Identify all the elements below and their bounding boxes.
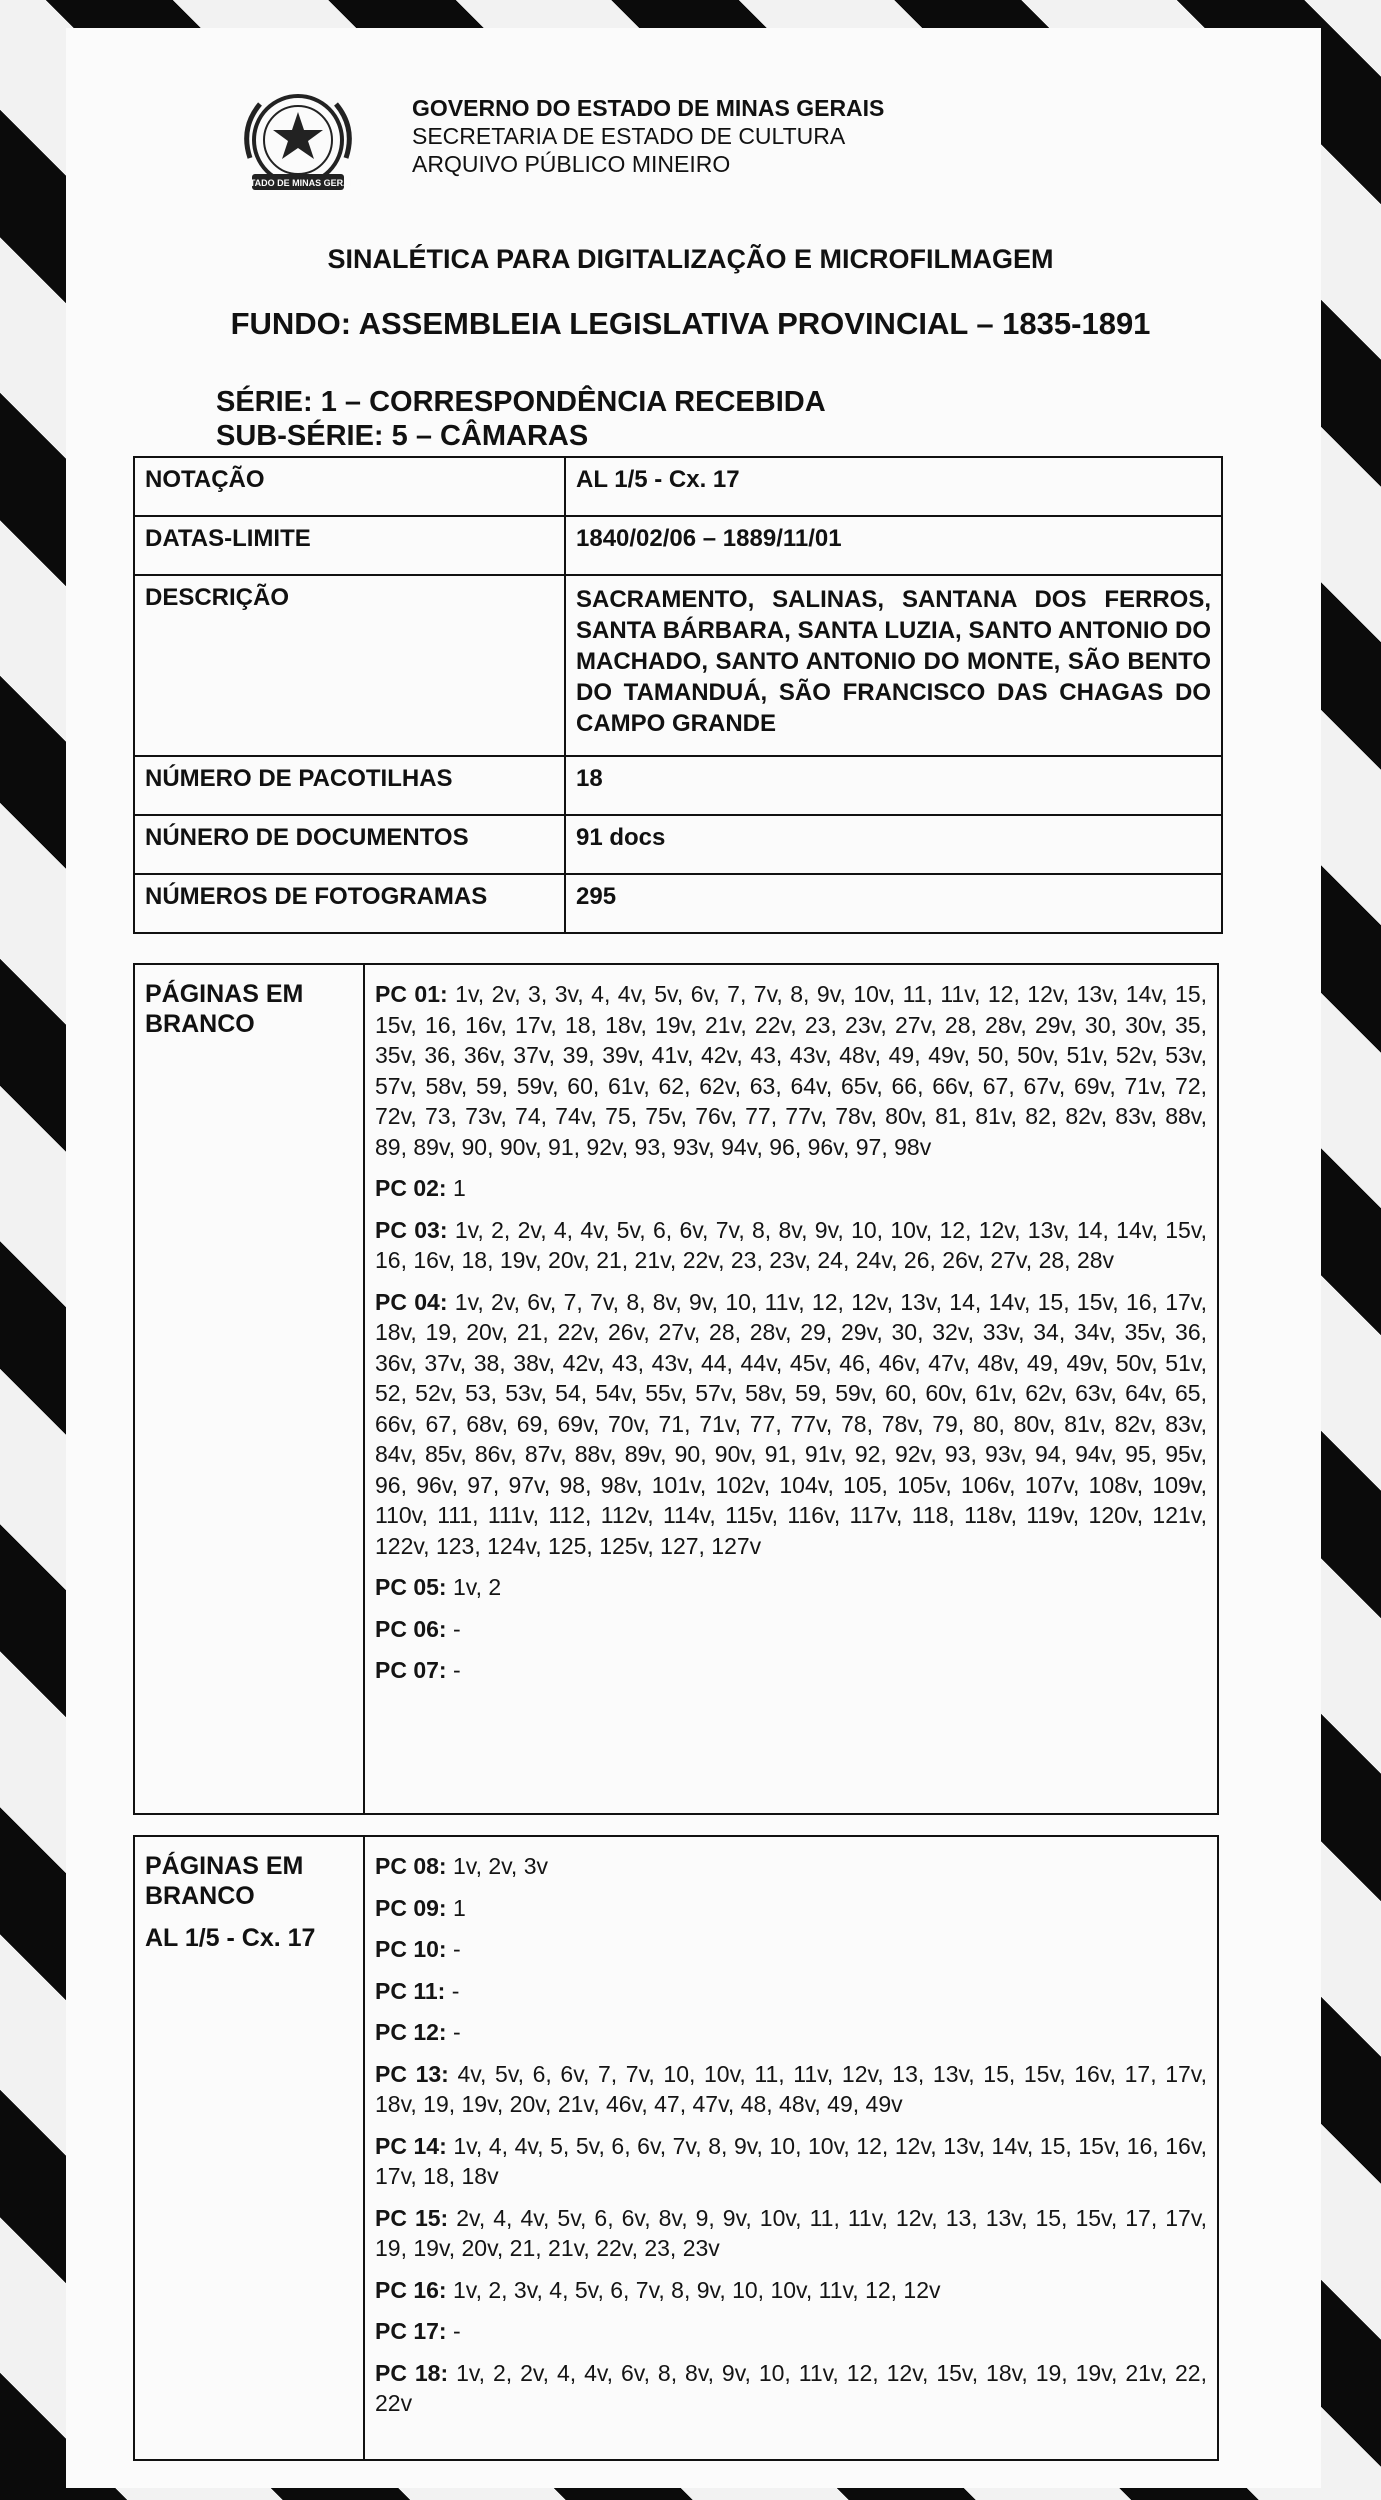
subserie-heading: SUB-SÉRIE: 5 – CÂMARAS xyxy=(216,420,589,452)
pc-label: PC 07: xyxy=(375,1657,447,1683)
pc-label: PC 06: xyxy=(375,1615,447,1642)
list-item xyxy=(375,1934,1207,1965)
list-item xyxy=(375,1655,1207,1686)
pc-pages: 1v, 2 xyxy=(452,1574,502,1600)
table-row xyxy=(134,756,1222,815)
list-item xyxy=(375,1893,1207,1924)
box-reference: AL 1/5 - Cx. 17 xyxy=(145,1924,316,1952)
svg-text:ESTADO DE MINAS GERAIS: ESTADO DE MINAS GERAIS xyxy=(237,178,359,188)
blank-pages-list xyxy=(365,965,1217,1813)
pc-pages: 1v, 2, 2v, 4, 4v, 5v, 6, 6v, 7v, 8, 8v, 9v, 10, 10v, 12, 12v, 13v, 14, 14v, 15v, 16, 16v, 18, 19v, 20v, 21, 21v, 22v, 23, 23v, 24, 24v, 26, 26v, 27v, 28, 28v xyxy=(375,1216,1208,1273)
blank-pages-box-1 xyxy=(133,963,1219,1815)
pc-pages: 1 xyxy=(452,1894,466,1921)
list-item xyxy=(375,1215,1207,1276)
list-item xyxy=(375,1976,1207,2007)
pc-label: PC 17: xyxy=(375,2318,447,2344)
pc-pages: 1v, 2v, 6v, 7, 7v, 8, 8v, 9v, 10, 11v, 12, 12v, 13v, 14, 14v, 15, 15v, 16, 17v, 18v, 19, 20v, 21, 22v, 26v, 27v, 28, 28v, 29, 29v, 30, 32v, 33v, 34, 34v, 35v, 36, 36v, 37v, 38, 38v, 42v, 43, 43v, 44, 44v, 45v, 46, 46v, 47v, 48v, 49, 49v, 50v, 51v, 52, 52v, 53, 53v, 54, 54v, 55v, 57v, 58v, 59, 59v, 60, 60v, 61v, 62v, 63v, 64v, 65, 66v, 67, 68v, 69, 69v, 70v, 71, 71v, 77, 77v, 78, 78v, 79, 80, 80v, 81v, 82v, 83v, 84v, 85v, 86v, 87v, 88v, 89v, 90, 90v, 91, 91v, 92, 92v, 93, 93v, 94, 94v, 95, 95v, 96, 96v, 97, 97v, 98, 98v, 101v, 102v, 104v, 105, 105v, 106v, 107v, 108v, 109v, 110v, 111, 111v, 112, 112v, 114v, 115v, 116v, 117v, 118, 118v, 119v, 120v, 121v, 122v, 123, 124v, 125, 125v, 127, 127v xyxy=(375,1288,1207,1559)
table-row xyxy=(134,575,1222,756)
pc-label: PC 15: xyxy=(375,2204,449,2231)
pc-label: PC 05: xyxy=(375,1574,447,1600)
list-item xyxy=(375,1287,1207,1562)
list-item xyxy=(375,1851,1207,1882)
pc-pages: 4v, 5v, 6, 6v, 7, 7v, 10, 10v, 11, 11v, 12v, 13, 13v, 15, 15v, 16v, 17, 17v, 18v, 19, 19v, 20v, 21v, 46v, 47, 47v, 48, 48v, 49, 49v xyxy=(375,2060,1207,2117)
pc-label: PC 11: xyxy=(375,1977,446,2004)
fotogramas-label: NÚMEROS DE FOTOGRAMAS xyxy=(134,874,565,933)
blank-pages-list xyxy=(365,1837,1217,2459)
pc-label: PC 18: xyxy=(375,2359,449,2386)
pc-pages: - xyxy=(451,1977,460,2004)
list-item xyxy=(375,2059,1207,2120)
pc-pages: - xyxy=(452,1657,461,1683)
fotogramas-value: 295 xyxy=(565,874,1222,933)
letterhead-secretariat: SECRETARIA DE ESTADO DE CULTURA xyxy=(412,123,846,149)
blank-pages-label-cell xyxy=(135,965,365,1813)
pc-label: PC 01: xyxy=(375,981,448,1007)
letterhead xyxy=(412,94,884,178)
letterhead-archive: ARQUIVO PÚBLICO MINEIRO xyxy=(412,151,731,177)
list-item xyxy=(375,2017,1207,2048)
datas-limite-label: DATAS-LIMITE xyxy=(134,516,565,575)
blank-pages-label: PÁGINAS EM BRANCO xyxy=(145,980,304,1038)
state-seal-icon xyxy=(230,88,366,200)
metadata-table xyxy=(133,456,1223,934)
pacotilhas-label: NÚMERO DE PACOTILHAS xyxy=(134,756,565,815)
documentos-label: NÚNERO DE DOCUMENTOS xyxy=(134,815,565,874)
documentos-value: 91 docs xyxy=(565,815,1222,874)
pc-pages: 1v, 2, 3v, 4, 5v, 6, 7v, 8, 9v, 10, 10v, 11v, 12, 12v xyxy=(452,2276,941,2303)
list-item xyxy=(375,1173,1207,1204)
pacotilhas-value: 18 xyxy=(565,756,1222,815)
pc-label: PC 04: xyxy=(375,1288,448,1315)
table-row xyxy=(134,516,1222,575)
letterhead-government: GOVERNO DO ESTADO DE MINAS GERAIS xyxy=(412,95,885,121)
document-title: SINALÉTICA PARA DIGITALIZAÇÃO E MICROFILMAGEM xyxy=(327,244,1054,274)
notacao-label: NOTAÇÃO xyxy=(134,457,565,516)
pc-label: PC 02: xyxy=(375,1175,447,1201)
datas-limite-value: 1840/02/06 – 1889/11/01 xyxy=(565,516,1222,575)
list-item xyxy=(375,1614,1207,1645)
pc-label: PC 12: xyxy=(375,2019,447,2045)
table-row xyxy=(134,457,1222,516)
pc-pages: 1v, 2, 2v, 4, 4v, 6v, 8, 8v, 9v, 10, 11v, 12, 12v, 15v, 18v, 19, 19v, 21v, 22, 22v xyxy=(375,2359,1207,2416)
fundo-heading: FUNDO: ASSEMBLEIA LEGISLATIVA PROVINCIAL – 1835-1891 xyxy=(230,306,1151,341)
pc-label: PC 10: xyxy=(375,1936,447,1962)
pc-pages: - xyxy=(452,2318,461,2344)
blank-pages-box-2 xyxy=(133,1835,1219,2461)
serie-heading: SÉRIE: 1 – CORRESPONDÊNCIA RECEBIDA xyxy=(216,386,826,418)
notacao-value: AL 1/5 - Cx. 17 xyxy=(565,457,1222,516)
pc-label: PC 08: xyxy=(375,1853,447,1879)
descricao-label: DESCRIÇÃO xyxy=(134,575,565,756)
pc-pages: 1v, 2v, 3, 3v, 4, 4v, 5v, 6v, 7, 7v, 8, 9v, 10v, 11, 11v, 12, 12v, 13v, 14v, 15, 15v, 16, 16v, 17v, 18, 18v, 19v, 21v, 22v, 23, 23v, 27v, 28, 28v, 29v, 30, 30v, 35, 35v, 36, 36v, 37v, 39, 39v, 41v, 42v, 43, 43v, 48v, 49, 49v, 50, 50v, 51v, 52v, 53v, 57v, 58v, 59, 59v, 60, 61v, 62, 62v, 63, 64v, 65v, 66, 66v, 67, 67v, 69v, 71v, 72, 72v, 73, 73v, 74, 74v, 75, 75v, 76v, 77, 77v, 78v, 80v, 81, 81v, 82, 82v, 83v, 88v, 89, 89v, 90, 90v, 91, 92v, 93, 93v, 94v, 96, 96v, 97, 98v xyxy=(375,981,1207,1160)
blank-pages-label-cell xyxy=(135,1837,365,2459)
pc-pages: - xyxy=(452,1936,461,1962)
pc-pages: 1v, 4, 4v, 5, 5v, 6, 6v, 7v, 8, 9v, 10, 10v, 12, 12v, 13v, 14v, 15, 15v, 16, 16v, 17v, 18, 18v xyxy=(375,2132,1207,2189)
pc-pages: - xyxy=(452,1615,461,1642)
blank-pages-label: PÁGINAS EM BRANCO xyxy=(145,1852,304,1910)
pc-label: PC 13: xyxy=(375,2060,449,2087)
pc-label: PC 09: xyxy=(375,1894,447,1921)
list-item xyxy=(375,2203,1207,2264)
pc-pages: - xyxy=(452,2019,461,2045)
list-item xyxy=(375,1572,1207,1603)
table-row xyxy=(134,815,1222,874)
list-item xyxy=(375,979,1207,1162)
list-item xyxy=(375,2131,1207,2192)
pc-pages: 2v, 4, 4v, 5v, 6, 6v, 8v, 9, 9v, 10v, 11, 11v, 12v, 13, 13v, 15, 15v, 17, 17v, 19, 19v, 20v, 21, 21v, 22v, 23, 23v xyxy=(375,2204,1208,2261)
list-item xyxy=(375,2275,1207,2306)
pc-pages: 1 xyxy=(452,1175,466,1201)
pc-pages: 1v, 2v, 3v xyxy=(452,1853,549,1879)
descricao-value: SACRAMENTO, SALINAS, SANTANA DOS FERROS, SANTA BÁRBARA, SANTA LUZIA, SANTO ANTONIO DO MACHADO, SANTO ANTONIO DO MONTE, SÃO BENTO DO TAMANDUÁ, SÃO FRANCISCO DAS CHAGAS DO CAMPO GRANDE xyxy=(565,575,1222,756)
table-row xyxy=(134,874,1222,933)
pc-label: PC 03: xyxy=(375,1216,448,1243)
list-item xyxy=(375,2358,1207,2419)
pc-label: PC 16: xyxy=(375,2276,447,2303)
pc-label: PC 14: xyxy=(375,2132,447,2159)
list-item xyxy=(375,2316,1207,2347)
